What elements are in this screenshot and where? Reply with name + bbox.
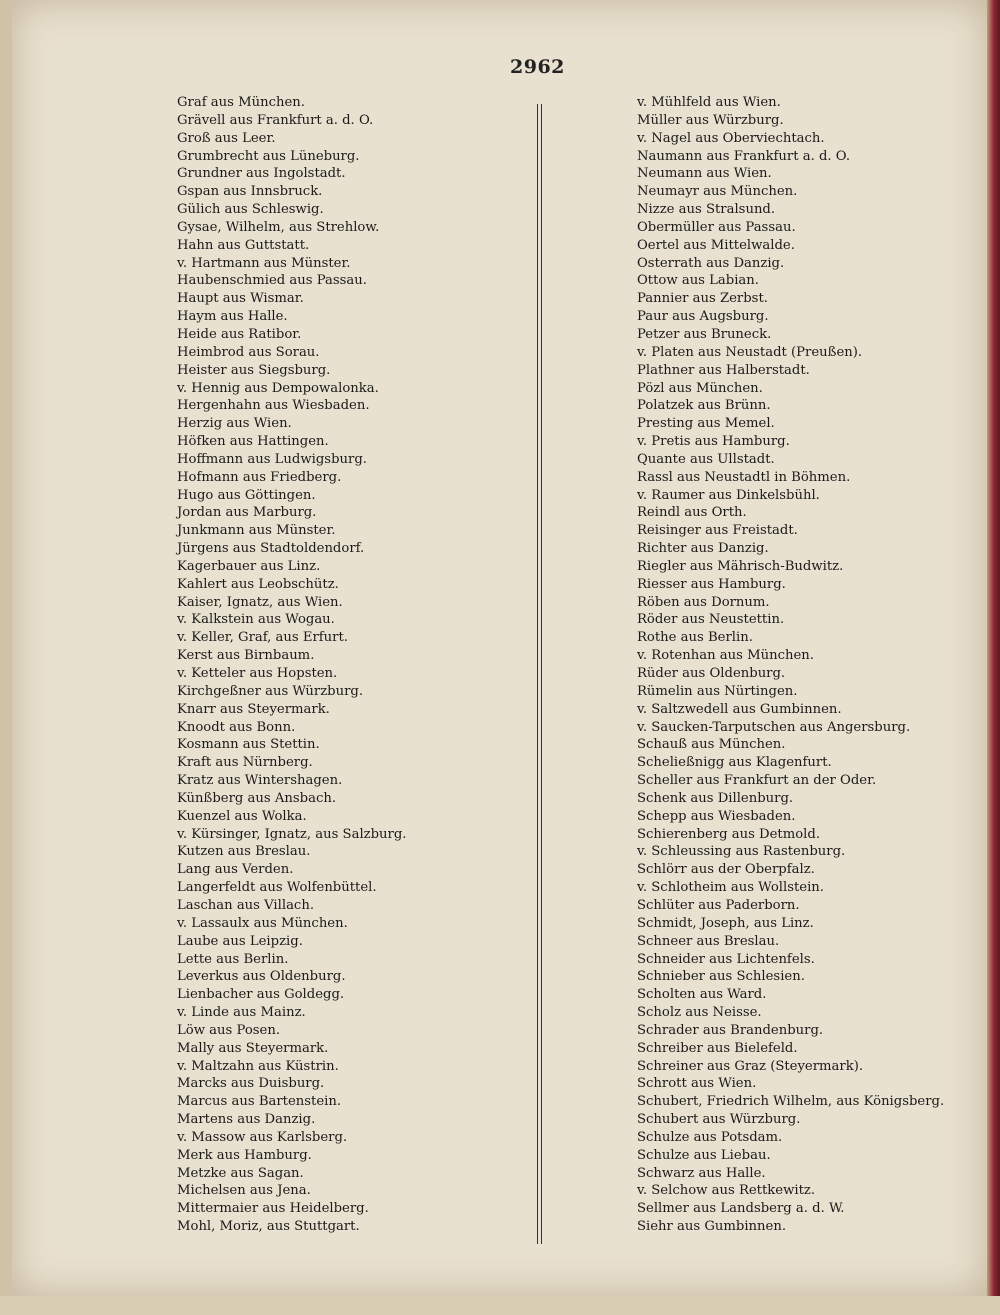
name-entry: Schneer aus Breslau. — [637, 933, 780, 949]
name-entry: Schlüter aus Paderborn. — [637, 897, 800, 913]
name-entry: Hoffmann aus Ludwigsburg. — [177, 451, 367, 467]
name-entry: Rüder aus Oldenburg. — [637, 666, 786, 681]
name-entry: Metzke aus Sagan. — [177, 1165, 304, 1181]
name-entry: Schmidt, Joseph, aus Linz. — [637, 915, 814, 931]
name-entry: Hofmann aus Friedberg. — [177, 469, 342, 485]
name-entry: Heister aus Siegsburg. — [177, 362, 331, 378]
name-entry: Lienbacher aus Goldegg. — [177, 987, 345, 1003]
name-entry: v. Kürsinger, Ignatz, aus Salzburg. — [177, 826, 407, 842]
name-entry: Pözl aus München. — [637, 380, 763, 396]
name-entry: Riegler aus Mährisch-Budwitz. — [637, 558, 844, 574]
name-entry: Schubert, Friedrich Wilhelm, aus Königsberg. — [637, 1094, 945, 1110]
name-entry: Siehr aus Gumbinnen. — [637, 1219, 787, 1235]
name-entry: Kratz aus Wintershagen. — [177, 773, 343, 789]
name-entry: v. Ketteler aus Hopsten. — [177, 666, 338, 681]
name-entry: Mittermaier aus Heidelberg. — [177, 1201, 369, 1217]
name-entry: v. Lassaulx aus München. — [177, 915, 348, 931]
name-entry: Knarr aus Steyermark. — [177, 701, 330, 717]
name-entry: Schepp aus Wiesbaden. — [637, 808, 796, 824]
name-entry: Röder aus Neustettin. — [637, 612, 785, 628]
name-entry: Hergenhahn aus Wiesbaden. — [177, 398, 370, 414]
name-entry: Presting aus Memel. — [637, 416, 775, 432]
name-entry: Laube aus Leipzig. — [177, 933, 303, 949]
name-entry: Hahn aus Guttstatt. — [177, 237, 310, 253]
name-entry: Lette aus Berlin. — [177, 951, 289, 967]
name-entry: Marcus aus Bartenstein. — [177, 1094, 342, 1110]
name-entry: v. Nagel aus Oberviechtach. — [637, 130, 825, 146]
name-entry: Schauß aus München. — [637, 737, 786, 753]
name-entry: Haupt aus Wismar. — [177, 291, 304, 307]
name-entry: Reisinger aus Freistadt. — [637, 523, 798, 539]
name-entry: Langerfeldt aus Wolfenbüttel. — [177, 880, 377, 896]
name-entry: Nizze aus Stralsund. — [637, 202, 776, 218]
name-entry: Schulze aus Potsdam. — [637, 1129, 783, 1145]
name-entry: Richter aus Danzig. — [637, 541, 769, 557]
name-entry: Kerst aus Birnbaum. — [177, 648, 315, 664]
name-entry: v. Maltzahn aus Küstrin. — [177, 1058, 339, 1074]
name-entry: Kahlert aus Leobschütz. — [177, 576, 339, 592]
name-entry: Ottow aus Labian. — [637, 273, 759, 289]
name-entry: Künßberg aus Ansbach. — [177, 790, 337, 806]
name-entry: Kaiser, Ignatz, aus Wien. — [177, 594, 343, 610]
name-entry: Junkmann aus Münster. — [177, 523, 336, 539]
name-entry: Schenk aus Dillenburg. — [637, 790, 794, 806]
name-entry: v. Saltzwedell aus Gumbinnen. — [637, 701, 842, 717]
name-entry: Rümelin aus Nürtingen. — [637, 683, 798, 699]
name-entry: Röben aus Dornum. — [637, 594, 770, 610]
name-entry: Polatzek aus Brünn. — [637, 398, 771, 414]
name-entry: Merk aus Hamburg. — [177, 1147, 312, 1163]
name-entry: Schlörr aus der Oberpfalz. — [637, 862, 815, 878]
name-entry: v. Schlotheim aus Wollstein. — [637, 880, 824, 896]
name-entry: Schulze aus Liebau. — [637, 1147, 771, 1163]
name-entry: v. Rotenhan aus München. — [637, 648, 814, 664]
name-entry: Schrott aus Wien. — [637, 1076, 757, 1092]
name-entry: Gülich aus Schleswig. — [177, 202, 324, 218]
name-entry: Kirchgeßner aus Würzburg. — [177, 683, 364, 699]
name-entry: Pannier aus Zerbst. — [637, 291, 768, 307]
name-entry: Riesser aus Hamburg. — [637, 576, 786, 592]
name-entry: Oertel aus Mittelwalde. — [637, 237, 795, 253]
name-entry: Mohl, Moriz, aus Stuttgart. — [177, 1219, 360, 1235]
name-entry: Sellmer aus Landsberg a. d. W. — [637, 1201, 845, 1217]
name-entry: Petzer aus Bruneck. — [637, 326, 772, 342]
name-entry: Heimbrod aus Sorau. — [177, 344, 320, 360]
name-entry: Kraft aus Nürnberg. — [177, 755, 313, 771]
name-entry: Kutzen aus Breslau. — [177, 844, 311, 860]
name-entry: Löw aus Posen. — [177, 1022, 281, 1038]
name-entry: Rassl aus Neustadtl in Böhmen. — [637, 469, 851, 485]
name-entry: Herzig aus Wien. — [177, 416, 292, 432]
name-entry: Gysae, Wilhelm, aus Strehlow. — [177, 219, 380, 235]
name-entry: Groß aus Leer. — [177, 130, 276, 146]
name-entry: Kagerbauer aus Linz. — [177, 558, 321, 574]
book-edge — [987, 0, 1000, 1296]
name-entry: Reindl aus Orth. — [637, 505, 747, 521]
name-entry: v. Saucken-Tarputschen aus Angersburg. — [637, 719, 911, 735]
name-entry: v. Mühlfeld aus Wien. — [637, 95, 781, 110]
name-entry: v. Platen aus Neustadt (Preußen). — [637, 344, 863, 360]
name-entry: Obermüller aus Passau. — [637, 219, 796, 235]
name-entry: Schreiner aus Graz (Steyermark). — [637, 1058, 864, 1074]
name-entry: Grundner aus Ingolstadt. — [177, 166, 346, 182]
name-entry: Höfken aus Hattingen. — [177, 434, 329, 450]
name-entry: Grävell aus Frankfurt a. d. O. — [177, 112, 374, 128]
page-number: 2962 — [510, 56, 565, 78]
name-entry: Schwarz aus Halle. — [637, 1165, 766, 1181]
name-entry: Marcks aus Duisburg. — [177, 1076, 325, 1092]
column-divider — [537, 104, 542, 1244]
name-entry: Naumann aus Frankfurt a. d. O. — [637, 148, 851, 164]
name-entry: Schrader aus Brandenburg. — [637, 1022, 824, 1038]
name-entry: Osterrath aus Danzig. — [637, 255, 785, 271]
name-entry: Schnieber aus Schlesien. — [637, 969, 805, 985]
name-entry: Mally aus Steyermark. — [177, 1040, 329, 1056]
name-entry: Laschan aus Villach. — [177, 897, 315, 913]
name-entry: Neumann aus Wien. — [637, 166, 772, 182]
name-entry: Müller aus Würzburg. — [637, 112, 784, 128]
name-entry: Jürgens aus Stadtoldendorf. — [177, 541, 365, 557]
name-entry: v. Pretis aus Hamburg. — [637, 434, 790, 450]
name-entry: v. Schleussing aus Rastenburg. — [637, 844, 846, 860]
name-entry: Kosmann aus Stettin. — [177, 737, 320, 753]
name-entry: Neumayr aus München. — [637, 184, 798, 200]
name-entry: Scholten aus Ward. — [637, 987, 767, 1003]
name-entry: Scheller aus Frankfurt an der Oder. — [637, 773, 877, 789]
name-entry: Schneider aus Lichtenfels. — [637, 951, 815, 967]
name-entry: Paur aus Augsburg. — [637, 309, 769, 325]
name-entry: Haym aus Halle. — [177, 309, 288, 325]
name-entry: Hugo aus Göttingen. — [177, 487, 316, 503]
name-entry: Schubert aus Würzburg. — [637, 1112, 801, 1128]
name-entry: Heide aus Ratibor. — [177, 326, 302, 342]
name-entry: Knoodt aus Bonn. — [177, 719, 296, 735]
name-entry: Plathner aus Halberstadt. — [637, 362, 810, 378]
name-entry: v. Keller, Graf, aus Erfurt. — [177, 630, 348, 646]
name-entry: Scholz aus Neisse. — [637, 1005, 762, 1021]
name-entry: Scheließnigg aus Klagenfurt. — [637, 755, 832, 771]
name-entry: v. Raumer aus Dinkelsbühl. — [637, 487, 820, 503]
name-entry: Kuenzel aus Wolka. — [177, 808, 307, 824]
name-entry: Gspan aus Innsbruck. — [177, 184, 323, 200]
name-entry: Quante aus Ullstadt. — [637, 451, 775, 467]
right-name-column — [637, 94, 944, 1236]
name-entry: Lang aus Verden. — [177, 862, 294, 878]
name-entry: v. Massow aus Karlsberg. — [177, 1129, 348, 1145]
name-entry: v. Hennig aus Dempowalonka. — [177, 380, 379, 396]
name-entry: v. Kalkstein aus Wogau. — [177, 612, 335, 628]
name-entry: Haubenschmied aus Passau. — [177, 273, 367, 289]
left-name-column — [177, 94, 406, 1236]
scan-margin — [0, 1296, 1000, 1315]
name-entry: Grumbrecht aus Lüneburg. — [177, 148, 360, 164]
name-entry: Leverkus aus Oldenburg. — [177, 969, 346, 985]
name-entry: Jordan aus Marburg. — [177, 505, 317, 521]
name-entry: Schreiber aus Bielefeld. — [637, 1040, 798, 1056]
name-entry: Graf aus München. — [177, 95, 305, 110]
name-entry: Rothe aus Berlin. — [637, 630, 753, 646]
name-entry: Schierenberg aus Detmold. — [637, 826, 821, 842]
name-entry: v. Hartmann aus Münster. — [177, 255, 351, 271]
name-entry: v. Linde aus Mainz. — [177, 1005, 306, 1021]
name-entry: Michelsen aus Jena. — [177, 1183, 311, 1199]
name-entry: v. Selchow aus Rettkewitz. — [637, 1183, 816, 1199]
name-entry: Martens aus Danzig. — [177, 1112, 316, 1128]
